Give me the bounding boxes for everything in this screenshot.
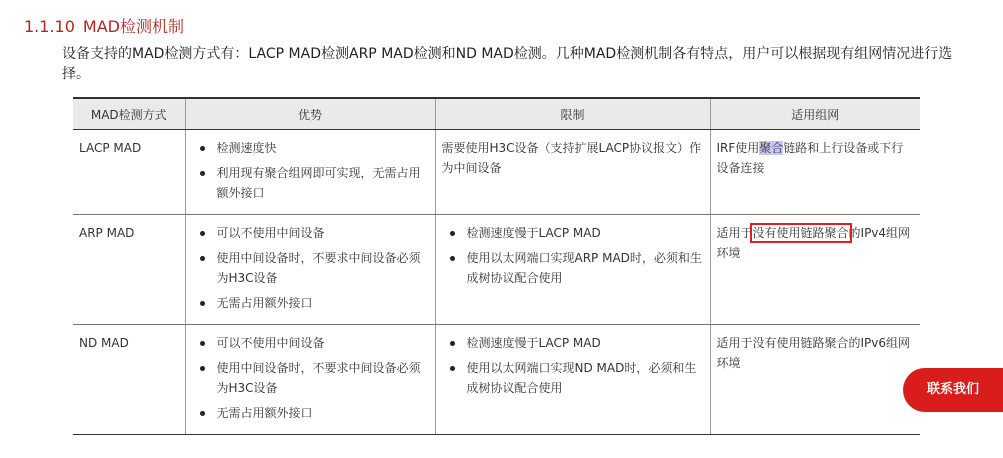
cell-scenario [710,130,920,215]
table-row [73,215,920,325]
contact-us-button[interactable]: 联系我们 [903,368,1003,412]
list-item: 使用中间设备时，不要求中间设备必须为H3C设备 [192,248,429,288]
list-item: 使用以太网端口实现ARP MAD时，必须和生成树协议配合使用 [442,248,704,288]
text-selection-highlight: 聚合 [759,141,784,155]
list-item: 检测速度快 [192,138,429,158]
scenario-text-pre: 适用于 [716,226,753,240]
cell-limits [435,215,710,325]
header-limits: 限制 [435,98,710,130]
scenario-text-post: 的IPv4组网环境 [716,226,911,260]
mad-comparison-table [73,97,920,435]
cell-limits [435,325,710,435]
list-item: 检测速度慢于LACP MAD [442,223,704,243]
section-number: 1.1.10 [24,17,75,36]
list-item: 无需占用额外接口 [192,403,429,423]
cell-method: LACP MAD [73,130,185,215]
list-item: 可以不使用中间设备 [192,333,429,353]
list-item: 检测速度慢于LACP MAD [442,333,704,353]
header-scenario: 适用组网 [710,98,920,130]
intro-paragraph: 设备支持的MAD检测方式有：LACP MAD检测ARP MAD检测和ND MAD检测。几种MAD检测机制各有特点，用户可以根据现有组网情况进行选择。 [62,46,953,82]
red-annotation-box: 没有使用链路聚合 [752,226,849,240]
list-item: 无需占用额外接口 [192,293,429,313]
table-header-row [73,98,920,130]
table-row [73,130,920,215]
cell-method: ARP MAD [73,215,185,325]
list-item: 使用以太网端口实现ND MAD时，必须和生成树协议配合使用 [442,358,704,398]
table-row [73,325,920,435]
cell-limits: 需要使用H3C设备（支持扩展LACP协议报文）作为中间设备 [435,130,710,215]
header-advantages: 优势 [185,98,435,130]
list-item: 可以不使用中间设备 [192,223,429,243]
cell-advantages [185,325,435,435]
cell-scenario: 适用于没有使用链路聚合的IPv6组网环境 [710,325,920,435]
list-item: 使用中间设备时，不要求中间设备必须为H3C设备 [192,358,429,398]
section-heading [24,14,184,37]
header-method: MAD检测方式 [73,98,185,130]
scenario-text-pre: IRF使用 [716,141,760,155]
cell-method: ND MAD [73,325,185,435]
cell-advantages [185,130,435,215]
cell-scenario [710,215,920,325]
section-title: MAD检测机制 [82,17,184,36]
cell-advantages [185,215,435,325]
scenario-text-post: 链路和上行设备或下行设备连接 [716,141,904,175]
list-item: 利用现有聚合组网即可实现，无需占用额外接口 [192,163,429,203]
